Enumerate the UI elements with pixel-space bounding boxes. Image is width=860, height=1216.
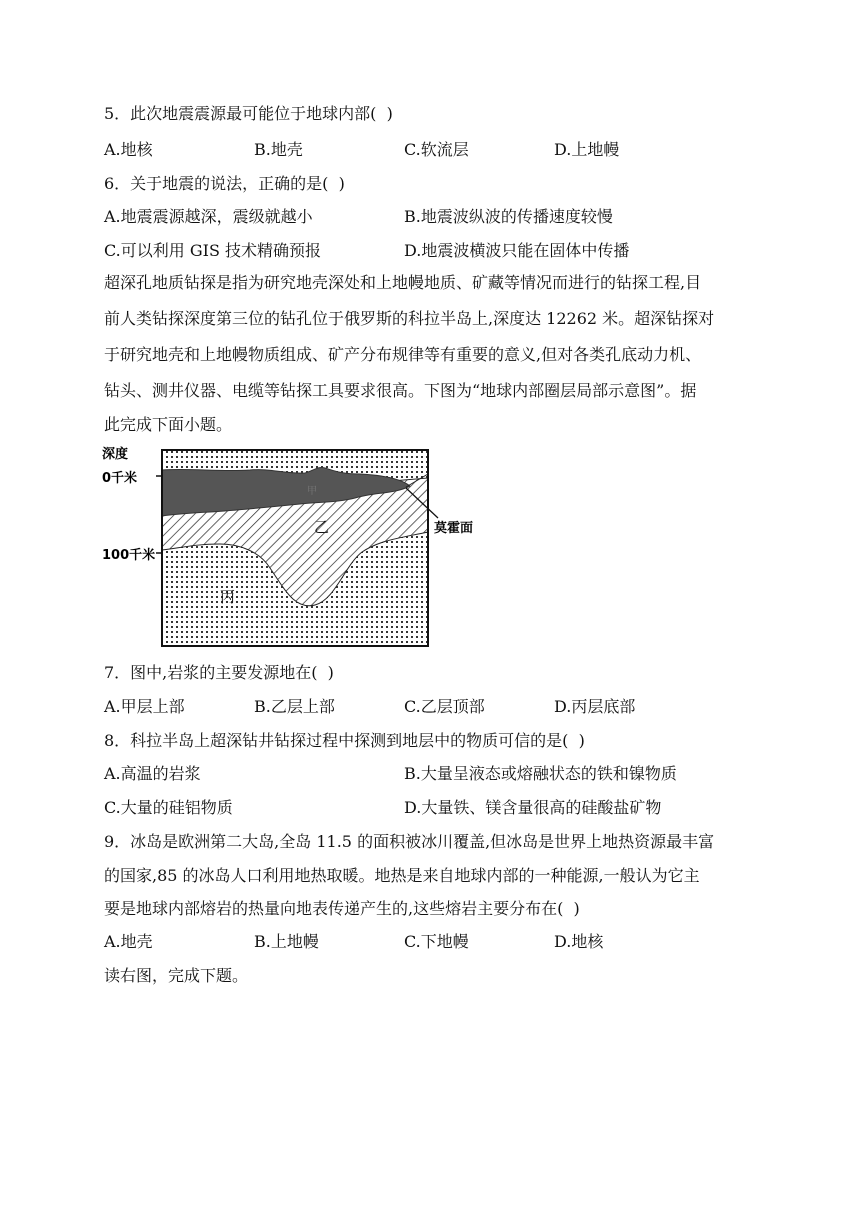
q8-option-a: A.高温的岩浆	[104, 764, 201, 783]
q9-option-c: C.下地幔	[404, 932, 469, 951]
zero-km-label: 0千米	[102, 471, 138, 486]
layer-bing-label: 丙	[220, 588, 236, 606]
footer-instruction: 读右图，完成下题。	[104, 966, 249, 985]
q5-option-a: A.地核	[104, 140, 153, 159]
q7-option-a: A.甲层上部	[104, 697, 185, 716]
q9-option-d: D.地核	[554, 932, 604, 951]
q6-option-d: D.地震波横波只能在固体中传播	[404, 241, 630, 260]
q9-stem-line-1: 9．冰岛是欧洲第二大岛,全岛 11.5 的面积被冰川覆盖,但冰岛是世界上地热资源最丰富	[104, 832, 715, 851]
q8-option-d: D.大量铁、镁含量很高的硅酸盐矿物	[404, 798, 662, 817]
layer-jia-label: 甲	[307, 486, 317, 497]
layer-yi-label: 乙	[314, 518, 330, 536]
q9-stem-line-2: 的国家,85 的冰岛人口利用地热取暖。地热是来自地球内部的一种能源,一般认为它主	[104, 866, 700, 885]
moho-label: 莫霍面	[434, 521, 474, 536]
hundred-km-label: 100千米	[102, 548, 156, 563]
q5-option-b: B.地壳	[254, 140, 303, 159]
q5-option-d: D.上地幔	[554, 140, 620, 159]
q8-stem: 8．科拉半岛上超深钻井钻探过程中探测到地层中的物质可信的是( )	[104, 731, 585, 750]
q7-option-c: C.乙层顶部	[404, 697, 485, 716]
q6-stem: 6．关于地震的说法，正确的是( )	[104, 174, 345, 193]
q5-option-c: C.软流层	[404, 140, 469, 159]
q8-option-b: B.大量呈液态或熔融状态的铁和镍物质	[404, 764, 677, 783]
earth-layers-diagram	[100, 440, 490, 650]
passage-line-3: 于研究地壳和上地幔物质组成、矿产分布规律等有重要的意义,但对各类孔底动力机、	[104, 345, 702, 364]
q8-option-c: C.大量的硅铝物质	[104, 798, 233, 817]
q9-option-b: B.上地幔	[254, 932, 319, 951]
q7-option-b: B.乙层上部	[254, 697, 335, 716]
passage-line-2: 前人类钻探深度第三位的钻孔位于俄罗斯的科拉半岛上,深度达 12262 米。超深钻探对	[104, 309, 715, 328]
q5-stem: 5．此次地震震源最可能位于地球内部( )	[104, 104, 393, 123]
q7-option-d: D.丙层底部	[554, 697, 636, 716]
q9-stem-line-3: 要是地球内部熔岩的热量向地表传递产生的,这些熔岩主要分布在( )	[104, 899, 580, 918]
q7-stem: 7．图中,岩浆的主要发源地在( )	[104, 663, 334, 682]
passage-line-4: 钻头、测井仪器、电缆等钻探工具要求很高。下图为“地球内部圈层局部示意图”。据	[104, 381, 697, 400]
q6-option-b: B.地震波纵波的传播速度较慢	[404, 207, 613, 226]
passage-line-1: 超深孔地质钻探是指为研究地壳深处和上地幔地质、矿藏等情况而进行的钻探工程,目	[104, 273, 702, 292]
passage-line-5: 此完成下面小题。	[104, 415, 233, 434]
q9-option-a: A.地壳	[104, 932, 153, 951]
q6-option-a: A.地震震源越深，震级就越小	[104, 207, 313, 226]
depth-label: 深度	[102, 447, 129, 462]
q6-option-c: C.可以利用 GIS 技术精确预报	[104, 241, 321, 260]
